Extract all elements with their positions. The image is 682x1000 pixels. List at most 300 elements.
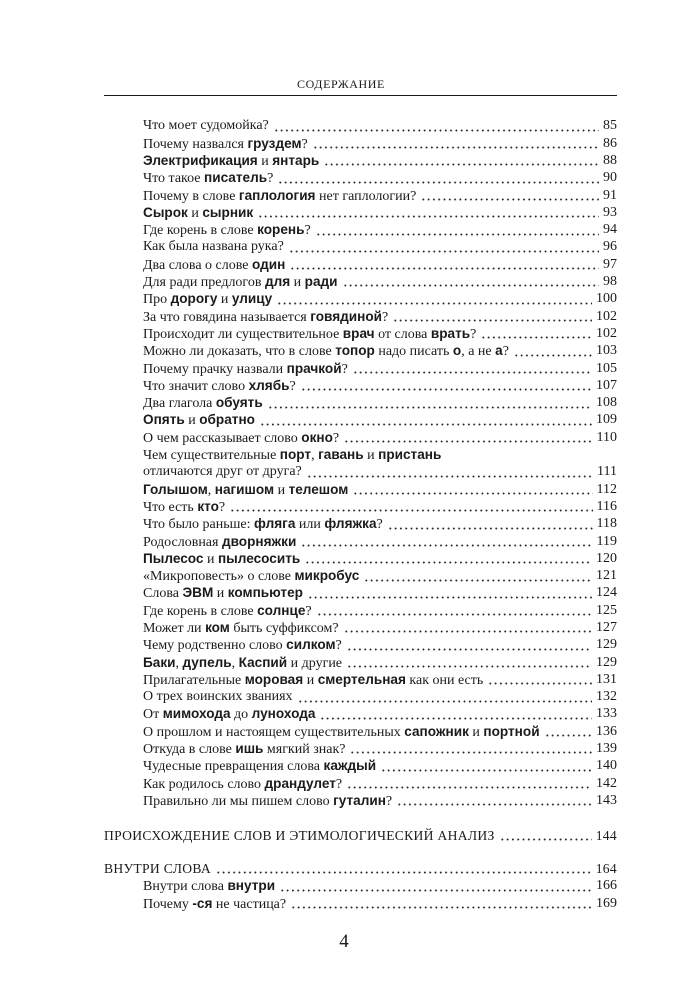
entry-keyword: дорогу [170, 291, 218, 307]
toc-entry-line [143, 705, 617, 722]
toc-entry [143, 515, 617, 532]
dot-leader [258, 204, 599, 221]
section-page-number: 144 [595, 828, 617, 843]
toc-entry [143, 308, 617, 325]
dot-leader [347, 775, 592, 792]
entry-text: О прошлом и настоящем существительных [143, 724, 405, 740]
toc-entry-line [143, 895, 617, 912]
toc-entry-line [143, 152, 617, 169]
entry-page-number: 103 [596, 343, 617, 359]
entry-keyword: моровая [244, 671, 304, 687]
toc-entry-line [143, 342, 617, 359]
entry-page-number: 120 [596, 550, 617, 566]
toc-entry-line [143, 533, 617, 550]
toc-entry-line [143, 723, 617, 740]
toc-entry [143, 152, 617, 169]
entry-title [143, 135, 313, 152]
entry-text: ? [341, 361, 348, 377]
toc-entry [143, 757, 617, 774]
entry-text: Два слова о слове [143, 257, 252, 273]
entry-keyword: груздем [247, 135, 302, 151]
entry-title [143, 792, 397, 809]
entry-title [143, 481, 353, 498]
toc-entry [143, 619, 617, 636]
entry-page-number: 88 [603, 152, 617, 168]
entry-text: и другие [287, 655, 343, 671]
toc-entry-line [143, 394, 617, 411]
entry-text: Откуда в слове [143, 742, 236, 758]
entry-page-number: 133 [596, 706, 617, 722]
dot-leader [397, 792, 592, 809]
entry-page-number: 86 [603, 135, 617, 151]
entry-keyword: прачкой [286, 360, 342, 376]
header-rule [104, 95, 617, 96]
entry-title [143, 567, 364, 584]
entry-text: Почему прачку назвали [143, 361, 287, 377]
entry-page-number: 129 [596, 654, 617, 670]
entry-keyword: кто [197, 498, 219, 514]
entry-title [143, 671, 488, 688]
entry-keyword: топор [335, 343, 375, 359]
toc-entry-line [143, 290, 617, 307]
entry-title [143, 152, 324, 169]
entry-text: Внутри слова [143, 879, 228, 895]
entry-page-number: 102 [596, 308, 617, 324]
entry-text: , а не [461, 344, 496, 360]
toc-entry [143, 342, 617, 359]
entry-text: Почему назвался [143, 136, 248, 152]
entry-text: Как была названа рука? [143, 239, 284, 255]
entry-title [143, 775, 347, 792]
toc-entry [143, 688, 617, 705]
entry-keyword: врать [430, 325, 471, 341]
entry-keyword: Голышом [143, 481, 208, 497]
toc-entry-line [143, 584, 617, 601]
toc-entry [143, 775, 617, 792]
section-heading-row [104, 827, 617, 844]
dot-leader [216, 860, 592, 877]
entry-keyword: ЭВМ [182, 585, 214, 601]
entry-keyword: телешом [288, 481, 349, 497]
entry-text: ? [385, 793, 393, 809]
entry-title [143, 273, 343, 290]
entry-text: до [230, 707, 252, 723]
entry-page-number: 100 [596, 291, 617, 307]
entry-title [143, 619, 344, 636]
dot-leader [364, 567, 592, 584]
toc-entry [143, 723, 617, 740]
toc-entry [143, 446, 617, 481]
entry-keyword: порт [279, 447, 312, 463]
toc-entry [143, 325, 617, 342]
dot-leader [343, 273, 599, 290]
entry-text: , [207, 482, 215, 498]
toc-entry [143, 584, 617, 601]
toc-entry-line [143, 757, 617, 774]
entry-page-number: 109 [596, 412, 617, 428]
dot-leader [317, 602, 592, 619]
toc-entry [143, 169, 617, 186]
entry-text: или [295, 517, 325, 533]
entry-text: Чудесные превращения слова [143, 759, 324, 775]
entry-page-number: 96 [603, 239, 617, 255]
dot-leader [347, 654, 592, 671]
toc-entry-line [143, 273, 617, 290]
dot-leader [316, 221, 599, 238]
toc-entry-line [143, 360, 617, 377]
toc-entry-line [143, 187, 617, 204]
toc-entry-line [143, 498, 617, 515]
dot-leader [381, 757, 592, 774]
entry-text: и [257, 153, 273, 169]
entry-keyword: компьютер [227, 585, 303, 601]
entry-page-number: 124 [596, 585, 617, 601]
entry-keyword: лунохода [251, 706, 316, 722]
entry-page-number: 105 [596, 360, 617, 376]
entry-title [143, 705, 320, 722]
toc-entry [143, 394, 617, 411]
entry-page-number: 116 [596, 498, 617, 514]
entry-title [143, 584, 308, 601]
toc-sections-list [104, 827, 617, 912]
entry-text: Происходит ли существительное [143, 326, 343, 342]
entry-title [143, 446, 446, 463]
toc-entry [143, 671, 617, 688]
entry-title [143, 256, 290, 273]
entry-text: и [187, 205, 203, 221]
entry-keyword: обратно [199, 412, 255, 428]
entry-keyword: фляжка [324, 516, 377, 532]
toc-entry-line [143, 792, 617, 809]
entry-title [143, 602, 317, 619]
entry-text: ? [304, 223, 311, 239]
entry-page-number: 91 [603, 187, 617, 203]
dot-leader [305, 550, 592, 567]
entry-text: ? [376, 517, 383, 533]
toc-entry-line [143, 411, 617, 428]
entry-text: нет гаплологии? [315, 188, 417, 204]
entry-text: и [274, 482, 289, 498]
entry-text: и [213, 586, 228, 602]
entry-keyword: Баки [143, 654, 176, 670]
entry-title [143, 308, 393, 325]
entry-page-number: 139 [596, 741, 617, 757]
toc-entry-line [143, 325, 617, 342]
entry-keyword: сырник [202, 204, 254, 220]
toc-entry-line [143, 481, 617, 498]
entry-text: и [468, 724, 484, 740]
dot-leader [313, 135, 599, 152]
entry-title [143, 654, 347, 671]
entry-page-number: 136 [596, 723, 617, 739]
entry-text: Чему родственно слово [143, 638, 287, 654]
entry-keyword: Электрификация [143, 152, 258, 168]
toc-entry [143, 360, 617, 377]
entry-page-number: 102 [596, 325, 617, 341]
toc-section [104, 827, 617, 844]
entry-text: Что есть [143, 499, 198, 515]
entry-text: ? [335, 638, 342, 654]
dot-leader [291, 895, 592, 912]
entry-text: ? [267, 171, 274, 187]
toc-entries-list [143, 117, 617, 809]
entry-keyword: гавань [318, 447, 364, 463]
entry-text: ? [289, 378, 296, 394]
entry-text: Для ради предлогов [143, 275, 265, 291]
entry-keyword: -ся [192, 895, 213, 911]
entry-title [143, 342, 514, 359]
dot-leader [320, 705, 592, 722]
entry-keyword: Пылесос [143, 550, 204, 566]
toc-entry [143, 204, 617, 221]
toc-entry-line [143, 463, 617, 480]
toc-entry-line [143, 671, 617, 688]
entry-text: надо писать [374, 344, 453, 360]
entry-keyword: внутри [227, 878, 276, 894]
entry-keyword: один [251, 256, 286, 272]
toc-entry [143, 187, 617, 204]
entry-text: Может ли [143, 621, 206, 636]
entry-text: За что говядина называется [143, 309, 311, 325]
entry-keyword: каждый [323, 758, 377, 774]
toc-entry [143, 481, 617, 498]
toc-entry [143, 705, 617, 722]
entry-keyword: фляга [254, 516, 296, 532]
dot-leader [290, 256, 599, 273]
dot-leader [289, 238, 599, 255]
entry-keyword: обуять [215, 395, 263, 411]
entry-keyword: портной [483, 723, 540, 739]
entry-text: Прилагательные [143, 672, 245, 688]
entry-text: , [231, 655, 239, 671]
entry-text: «Микроповесть» о слове [143, 569, 295, 585]
entry-text: Как родилось слово [143, 776, 265, 792]
entry-text: О чем рассказывает слово [143, 430, 302, 446]
entry-text: Что такое [143, 171, 205, 187]
dot-leader [280, 877, 592, 894]
toc-entry-line [143, 636, 617, 653]
entry-text: О трех воинских званиях [143, 689, 293, 705]
entry-title [143, 723, 545, 740]
entry-title [143, 550, 305, 567]
entry-keyword: дупель [182, 654, 232, 670]
dot-leader [481, 325, 592, 342]
entry-text: как они есть [405, 672, 484, 688]
toc-entry [143, 238, 617, 255]
section-entries [104, 877, 617, 912]
dot-leader [350, 740, 592, 757]
entry-title [143, 515, 388, 532]
entry-text: , [311, 448, 319, 464]
dot-leader [308, 584, 592, 601]
entry-keyword: нагишом [214, 481, 275, 497]
entry-page-number: 140 [596, 758, 617, 774]
toc-entry [143, 429, 617, 446]
entry-keyword: дворняжки [221, 533, 297, 549]
entry-title [143, 688, 298, 705]
entry-text: и [203, 551, 218, 567]
toc-entry [143, 877, 617, 894]
entry-keyword: говядиной [310, 308, 382, 324]
entry-title [143, 325, 481, 342]
toc-entry-line [143, 377, 617, 394]
entry-text: Про [143, 292, 171, 308]
dot-leader [344, 429, 592, 446]
toc-entry-line [143, 221, 617, 238]
entry-title [143, 740, 350, 757]
entry-text: , [175, 655, 183, 671]
entry-keyword: солнце [257, 602, 306, 618]
entry-keyword: микробус [294, 568, 360, 584]
toc-entry-line [143, 567, 617, 584]
entry-text: ? [301, 136, 308, 152]
dot-leader [301, 533, 592, 550]
entry-text: мягкий знак? [263, 742, 346, 758]
dot-leader [488, 671, 592, 688]
entry-text: Чем существительные [143, 448, 280, 464]
entry-title [143, 533, 301, 550]
toc-entry [143, 498, 617, 515]
section-heading-row [104, 860, 617, 877]
section-title: ВНУТРИ СЛОВА [104, 860, 211, 876]
dot-leader [268, 394, 592, 411]
toc-entry [143, 636, 617, 653]
toc-entry-line [143, 446, 617, 463]
entry-keyword: хлябь [248, 377, 290, 393]
entry-page-number: 97 [603, 256, 617, 272]
entry-text: ? [335, 776, 343, 792]
toc-entry-line [143, 308, 617, 325]
entry-text: не частица? [212, 896, 287, 912]
toc-entry [143, 792, 617, 809]
entry-page-number: 111 [597, 464, 617, 480]
entry-text: Родословная [143, 534, 222, 550]
entry-keyword: писатель [204, 170, 268, 186]
dot-leader [344, 619, 592, 636]
entry-text: и [363, 448, 379, 464]
toc-entry-line [143, 550, 617, 567]
entry-page-number: 98 [603, 274, 617, 290]
entry-keyword: корень [257, 222, 305, 238]
entry-title [143, 463, 307, 480]
toc-entry-line [143, 117, 617, 134]
entry-page-number: 94 [603, 222, 617, 238]
entry-title [143, 187, 421, 204]
entry-text: ? [382, 309, 389, 325]
entry-text: и [184, 413, 200, 429]
entry-page-number: 90 [603, 170, 617, 186]
dot-leader [230, 498, 592, 515]
entry-page-number: 107 [596, 377, 617, 393]
entry-text: Где корень в слове [143, 223, 258, 239]
entry-title [143, 429, 344, 446]
entry-keyword: окно [301, 429, 333, 445]
toc-entry [143, 602, 617, 619]
toc-entry [143, 290, 617, 307]
entry-page-number: 118 [596, 516, 617, 532]
toc-entry [143, 550, 617, 567]
entry-text: Правильно ли мы пишем слово [143, 793, 334, 809]
dot-leader [260, 411, 592, 428]
entry-page-number: 131 [596, 671, 617, 687]
entry-title [143, 238, 289, 255]
entry-keyword: а [495, 343, 503, 359]
entry-title [143, 498, 230, 515]
entry-keyword: о [452, 343, 462, 359]
entry-title [143, 757, 381, 774]
toc-entry [143, 135, 617, 152]
dot-leader [301, 377, 592, 394]
toc-entry-line [143, 654, 617, 671]
entry-keyword: сапожник [404, 723, 469, 739]
dot-leader [278, 169, 599, 186]
entry-page-number: 110 [596, 429, 617, 445]
entry-title [143, 636, 347, 653]
entry-page-number: 132 [596, 689, 617, 705]
toc-entry-line [143, 204, 617, 221]
entry-text: и [217, 292, 232, 308]
entry-page-number: 112 [596, 481, 617, 497]
toc-entry-line [143, 775, 617, 792]
toc-entry-line [143, 429, 617, 446]
entry-page-number: 127 [596, 620, 617, 635]
entry-text: быть суффиксом? [229, 621, 339, 636]
dot-leader [421, 187, 599, 204]
dot-leader [277, 290, 592, 307]
entry-text: и [290, 275, 305, 291]
entry-text: От [143, 707, 163, 723]
toc-entry-line [143, 256, 617, 273]
toc-entry [143, 273, 617, 290]
toc-entry [143, 221, 617, 238]
dot-leader [347, 636, 592, 653]
entry-text: Что было раньше: [143, 517, 255, 533]
entry-keyword: янтарь [272, 152, 320, 168]
entry-page-number: 125 [596, 602, 617, 618]
section-page-number: 164 [595, 860, 617, 876]
entry-text: ? [305, 603, 312, 619]
toc-entry [143, 377, 617, 394]
dot-leader [307, 463, 593, 480]
entry-page-number: 85 [603, 118, 617, 134]
entry-page-number: 129 [596, 637, 617, 653]
toc-entry [143, 117, 617, 134]
toc-entry [143, 567, 617, 584]
entry-text: Слова [143, 586, 183, 602]
page-number: 4 [339, 931, 349, 952]
entry-keyword: мимохода [162, 706, 231, 722]
toc-entry-line [143, 169, 617, 186]
entry-text: ? [470, 326, 477, 342]
entry-text: ? [218, 499, 226, 515]
entry-keyword: Опять [143, 412, 185, 428]
entry-page-number: 166 [596, 878, 617, 894]
toc-entry-line [143, 135, 617, 152]
entry-title [143, 290, 277, 307]
entry-keyword: ишь [235, 741, 264, 757]
entry-title [143, 394, 268, 411]
entry-page-number: 142 [596, 775, 617, 791]
entry-keyword: Каспий [238, 654, 288, 670]
toc-entry [143, 256, 617, 273]
entry-text: Почему [143, 896, 193, 912]
toc-entry [143, 895, 617, 912]
entry-page-number: 143 [596, 792, 617, 808]
entry-text: и [303, 672, 318, 688]
entry-text: Где корень в слове [143, 603, 258, 619]
entry-title [143, 377, 301, 394]
entry-keyword: силком [286, 637, 336, 653]
